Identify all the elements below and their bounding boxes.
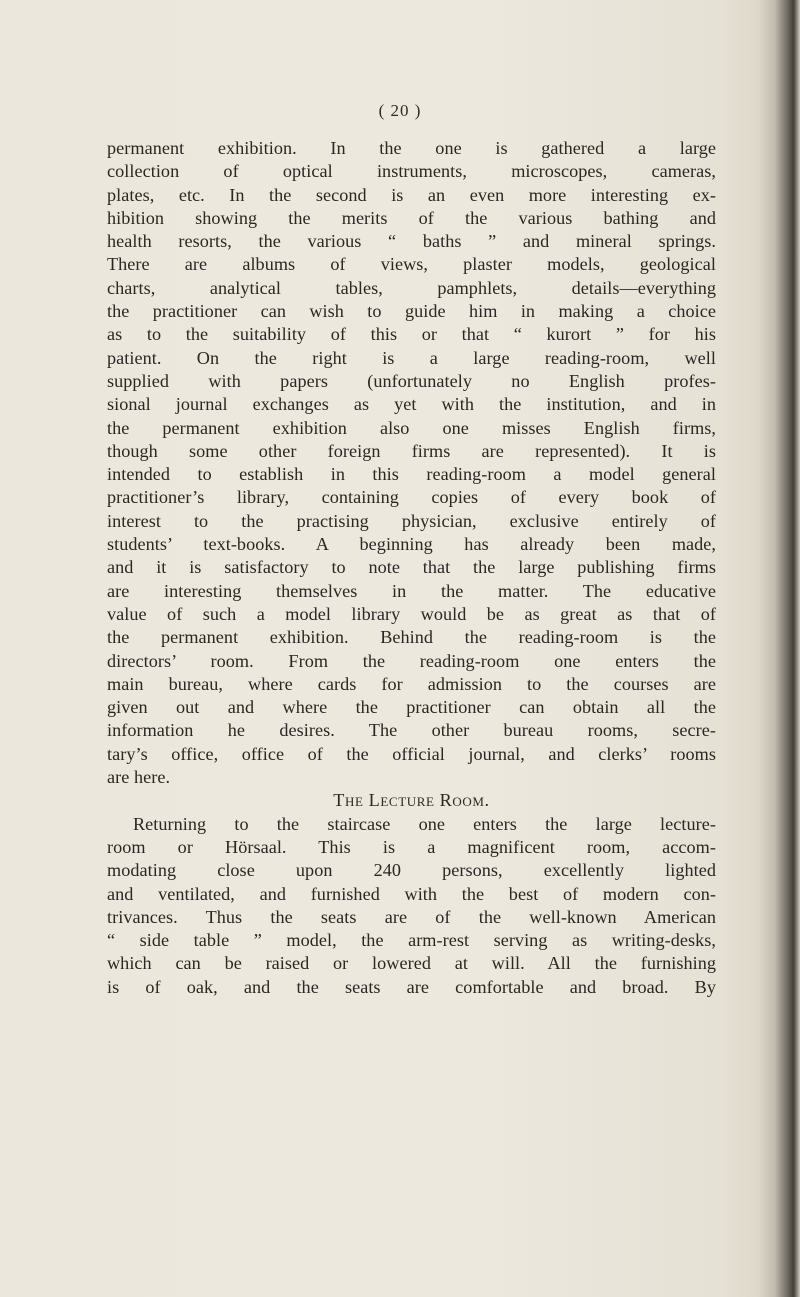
text-line: is of oak, and the seats are comfortable and broad. By xyxy=(107,976,716,997)
text-line: modating close upon 240 persons, excellently lighted xyxy=(107,860,716,881)
text-line: plates, etc. In the second is an even more interesting ex- xyxy=(107,184,716,205)
body-text xyxy=(107,137,716,999)
text-line: hibition showing the merits of the various bathing and xyxy=(107,207,716,228)
text-line: charts, analytical tables, pamphlets, details—everything xyxy=(107,277,716,298)
text-line: main bureau, where cards for admission to the courses are xyxy=(107,673,716,694)
text-line: value of such a model library would be as great as that of xyxy=(107,603,716,624)
text-line: health resorts, the various “ baths ” and mineral springs. xyxy=(107,231,716,252)
text-line: and ventilated, and furnished with the best of modern con- xyxy=(107,883,716,904)
text-line: the permanent exhibition also one misses English firms, xyxy=(107,417,716,438)
text-line: There are albums of views, plaster models, geological xyxy=(107,254,716,275)
text-line: tary’s office, office of the official journal, and clerks’ rooms xyxy=(107,743,716,764)
text-line: Returning to the staircase one enters the large lecture- xyxy=(133,813,716,834)
text-line: room or Hörsaal. This is a magnificent room, accom- xyxy=(107,836,716,857)
text-line: which can be raised or lowered at will. All the furnishing xyxy=(107,953,716,974)
text-line: and it is satisfactory to note that the large publishing firms xyxy=(107,557,716,578)
text-line: practitioner’s library, containing copies of every book of xyxy=(107,487,716,508)
text-line: are here. xyxy=(107,767,171,788)
text-line: permanent exhibition. In the one is gathered a large xyxy=(107,138,716,158)
text-line: “ side table ” model, the arm-rest serving as writing-desks, xyxy=(107,930,716,951)
text-line: sional journal exchanges as yet with the institution, and in xyxy=(107,394,716,415)
text-line: the practitioner can wish to guide him in making a choice xyxy=(107,301,716,322)
text-line: intended to establish in this reading-room a model general xyxy=(107,464,716,485)
text-line: the permanent exhibition. Behind the reading-room is the xyxy=(107,627,716,648)
text-line: information he desires. The other bureau rooms, secre- xyxy=(107,720,716,741)
page-edge-shadow xyxy=(758,0,800,1297)
text-line: interest to the practising physician, exclusive entirely of xyxy=(107,510,716,531)
text-line: collection of optical instruments, microscopes, cameras, xyxy=(107,161,716,182)
text-line: directors’ room. From the reading-room one enters the xyxy=(107,650,716,671)
section-heading: The Lecture Room. xyxy=(333,790,490,811)
page-number: ( 20 ) xyxy=(378,101,422,120)
text-line: supplied with papers (unfortunately no English profes- xyxy=(107,370,716,391)
text-line: students’ text-books. A beginning has already been made, xyxy=(107,534,716,555)
text-line: trivances. Thus the seats are of the well-known American xyxy=(107,906,716,927)
text-line: patient. On the right is a large reading-room, well xyxy=(107,347,716,368)
text-line: are interesting themselves in the matter. The educative xyxy=(107,580,716,601)
text-line: though some other foreign firms are represented). It is xyxy=(107,440,716,461)
text-line: given out and where the practitioner can obtain all the xyxy=(107,697,716,718)
text-line: as to the suitability of this or that “ kurort ” for his xyxy=(107,324,716,345)
